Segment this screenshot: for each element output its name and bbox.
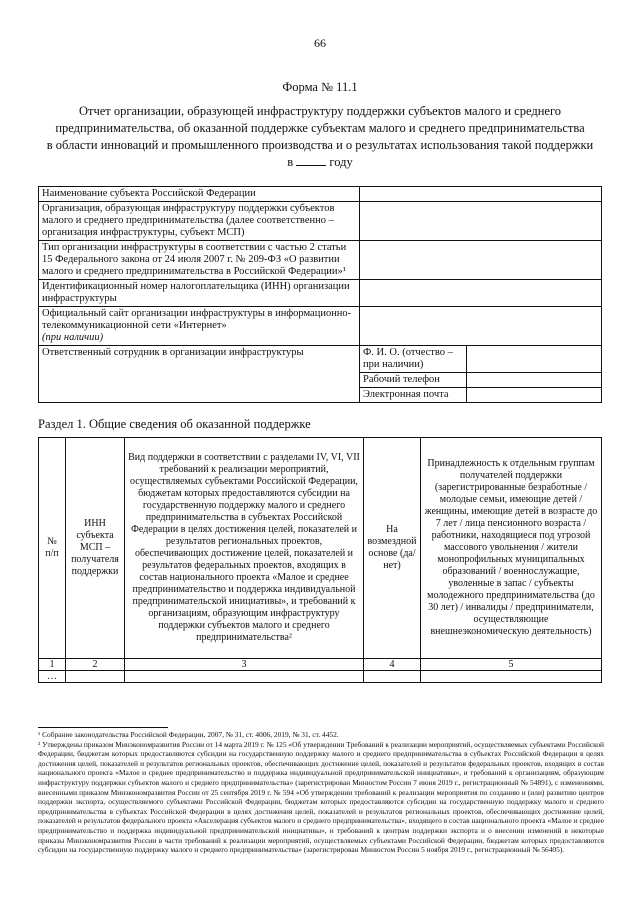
footnote: ¹ Собрание законодательства Российской Федерации, 2007, № 31, ст. 4006, 2019, № 31, ст. 4452.: [38, 730, 339, 739]
contact-label: Ответственный сотрудник в организации инфраструктуры: [39, 346, 360, 403]
report-title-line: предпринимательства, об оказанной поддержке субъектам малого и среднего предпринимательства: [55, 121, 585, 135]
column-number: 5: [421, 659, 602, 671]
form-title: Форма № 11.1: [282, 80, 358, 94]
section-title: Раздел 1. Общие сведения об оказанной поддержке: [38, 417, 311, 431]
footnote-divider: [38, 727, 168, 728]
info-value-cell: [360, 187, 602, 202]
table-row: [39, 241, 602, 280]
info-label: Тип организации инфраструктуры в соответствии с частью 2 статьи 15 Федерального закона от 24 июля 2007 г. № 209-ФЗ «О развитии малого и среднего предпринимательства в Российской Федерации»¹: [39, 241, 360, 280]
info-value-cell: [467, 373, 602, 388]
website-note: (при наличии): [42, 332, 104, 343]
support-info-table: [38, 437, 602, 683]
info-label: Идентификационный номер налогоплательщика (ИНН) организации инфраструктуры: [39, 280, 360, 307]
report-title: [30, 103, 610, 154]
column-number: 4: [364, 659, 421, 671]
header-support-type: Вид поддержки в соответствии с разделами IV, VI, VII требований к реализации мероприятий, осуществляемых субъектами Российской Федерации, бюджетам которых предоставляются субсидии на государственную поддержку малого и среднего предпринимательства в субъектах Российской Федерации в целях достижения целей, показателей и результатов региональных проектов, обеспечивающих достижение целей, показателей и результатов федеральных проектов, входящих в состав национального проекта «Малое и среднее предпринимательство и поддержка индивидуальной предпринимательской инициативы», и требований к организациям, образующим инфраструктуру поддержки субъектов малого и среднего предпринимательства²: [125, 438, 364, 659]
column-numbers-row: [39, 659, 602, 671]
info-label: [39, 307, 360, 346]
table-row: [39, 346, 602, 373]
column-number: 3: [125, 659, 364, 671]
info-value-cell: [467, 388, 602, 403]
contact-field-label: Рабочий телефон: [360, 373, 467, 388]
table-row: [39, 307, 602, 346]
contact-field-label: Электронная почта: [360, 388, 467, 403]
empty-cell: [421, 671, 602, 683]
contact-field-label: Ф. И. О. (отчество – при наличии): [360, 346, 467, 373]
table-row: [39, 187, 602, 202]
year-line: [0, 154, 640, 170]
header-paid-basis: На возмездной основе (да/нет): [364, 438, 421, 659]
empty-cell: [66, 671, 125, 683]
info-label: Наименование субъекта Российской Федерации: [39, 187, 360, 202]
ellipsis-cell: …: [39, 671, 66, 683]
year-suffix: году: [329, 155, 353, 169]
header-row-number: № п/п: [39, 438, 66, 659]
table-row: [39, 671, 602, 683]
column-number: 2: [66, 659, 125, 671]
website-label: Официальный сайт организации инфраструктуры в информационно-телекоммуникационной сети «Интернет»: [42, 308, 352, 331]
footnotes: [38, 730, 604, 855]
page-number: 66: [314, 36, 326, 50]
info-value-cell: [360, 280, 602, 307]
report-title-line: Отчет организации, образующей инфраструктуру поддержки субъектов малого и среднего: [78, 104, 562, 118]
info-value-cell: [360, 307, 602, 346]
empty-cell: [125, 671, 364, 683]
info-value-cell: [360, 241, 602, 280]
empty-cell: [364, 671, 421, 683]
table-row: [39, 202, 602, 241]
info-label: Организация, образующая инфраструктуру поддержки субъектов малого и среднего предпринимательства (далее соответственно – организация инфраструктуры, субъект МСП): [39, 202, 360, 241]
header-recipient-group: Принадлежность к отдельным группам получателей поддержки (зарегистрированные безработные / молодые семьи, имеющие детей / женщины, имеющие детей в возрасте до 7 лет / лица пенсионного возраста / работники, находящиеся под угрозой массового увольнения / жители монопрофильных муниципальных образований / военнослужащие, уволенные в запас / субъекты молодежного предпринимательства (до 30 лет) / инвалиды / предприниматели, осуществляющие внешнеэкономическую деятельность): [421, 438, 602, 659]
footnote: ² Утверждены приказом Минэкономразвития России от 14 марта 2019 г. № 125 «Об утверждении Требований к реализации мероприятий, осуществляемых субъектами Российской Федерации, бюджетам которых предоставляются субсидии на государственную поддержку малого и среднего предпринимательства в субъектах Российской Федерации в целях достижения целей, показателей и результатов региональных проектов, обеспечивающих достижение целей, показателей и результатов федеральных проектов, входящих в состав национального проекта «Малое и среднее предпринимательство и поддержка индивидуальной предпринимательской инициативы», и требований к организациям, образующим инфраструктуру поддержки субъектов малого и среднего предпринимательства» (зарегистрирован Минюстом России 7 июня 2019 г., регистрационный № 54891), с изменениями, внесенными приказом Минэкономразвития России от 25 сентября 2019 г. № 594 «Об утверждении требований к реализации мероприятия по созданию и (или) развитию центров поддержки экспорта, осуществляемого субъектами Российской Федерации, бюджетам которых предоставляются субсидии на государственную поддержку малого и среднего предпринимательства в субъектах Российской Федерации в целях достижения целей, показателей и результатов региональных проектов, обеспечивающих достижение целей, показателей и результатов федерального проекта «Акселерация субъектов малого и среднего предпринимательства», входящего в состав национального проекта «Малое и среднее предпринимательство и поддержка индивидуальной предпринимательской инициативы», и требований к центрам поддержки экспорта и о внесении изменений в некоторые приказы Минэкономразвития России в части требований к реализации мероприятий, осуществляемых субъектами Российской Федерации, бюджетам которых предоставляются субсидии на государственную поддержку малого и среднего предпринимательства» (зарегистрирован Минюстом России 5 ноября 2019 г., регистрационный № 56405).: [38, 739, 604, 855]
header-inn: ИНН субъекта МСП – получателя поддержки: [66, 438, 125, 659]
year-blank: [296, 154, 326, 166]
report-title-line: в области инноваций и промышленного производства и о результатах использования такой поддержки: [46, 138, 594, 152]
info-value-cell: [467, 346, 602, 373]
table-row: [39, 280, 602, 307]
year-prefix: в: [287, 155, 294, 169]
table-header-row: [39, 438, 602, 659]
info-value-cell: [360, 202, 602, 241]
column-number: 1: [39, 659, 66, 671]
organization-info-table: [38, 186, 602, 403]
